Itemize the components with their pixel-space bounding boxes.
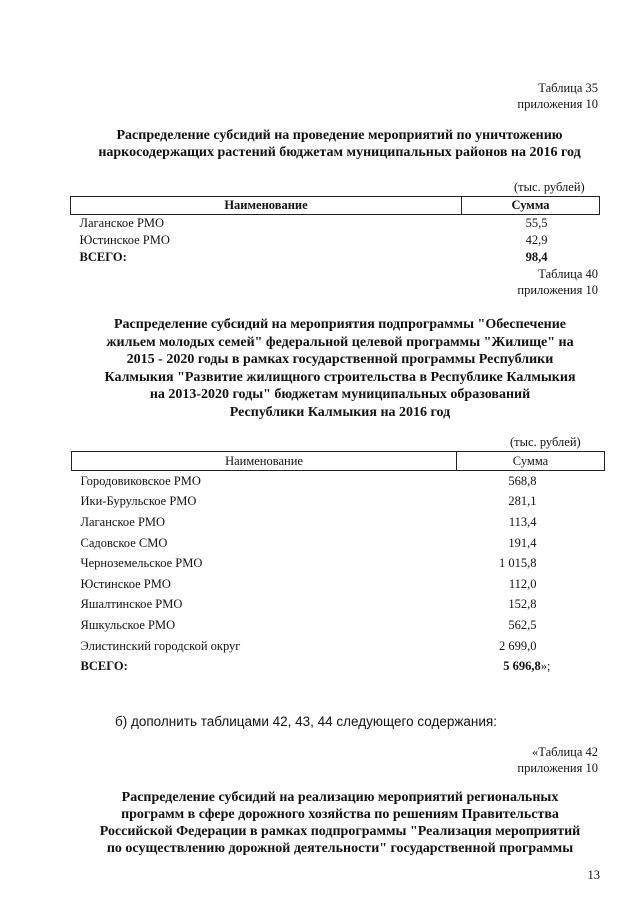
table42-ref-line1: «Таблица 42 — [532, 745, 598, 759]
row-sum: 55,5 — [525, 216, 548, 230]
table-row — [72, 615, 605, 636]
total-row — [72, 656, 605, 677]
total-label: ВСЕГО: — [80, 659, 128, 674]
title-line: Российской Федерации в рамках подпрограммы "Реализация мероприятий — [99, 824, 581, 839]
table-row — [72, 512, 605, 533]
page-number: 13 — [587, 868, 600, 882]
row-name: Садовское СМО — [80, 535, 168, 550]
row-sum: 1 015,8 — [499, 556, 537, 571]
table-row — [72, 595, 605, 616]
total-value: 98,4 — [525, 250, 548, 264]
table-row — [72, 471, 605, 492]
row-name: Лаганское РМО — [79, 216, 165, 230]
column-header-sum: Сумма — [462, 197, 600, 215]
amendment-paragraph: б) дополнить таблицами 42, 43, 44 следующего содержания: — [115, 714, 497, 729]
total-row — [71, 249, 600, 266]
table35-ref-line1: Таблица 35 — [538, 81, 598, 95]
row-sum: 112,0 — [508, 576, 537, 591]
table35-unit: (тыс. рублей) — [514, 180, 585, 194]
title-line: программ в сфере дорожного хозяйства по решениям Правительства — [121, 807, 559, 822]
row-sum: 191,4 — [508, 535, 537, 550]
table-row — [72, 636, 605, 657]
row-name: Городовиковское РМО — [80, 473, 201, 488]
table40-title — [60, 316, 620, 421]
table40-ref-line1: Таблица 40 — [538, 267, 598, 281]
table-row — [72, 574, 605, 595]
title-line: на 2013-2020 годы" бюджетам муниципальных образований — [149, 387, 531, 402]
title-line: Калмыкия "Развитие жилищного строительства в Республике Калмыкия — [104, 369, 576, 385]
table35-title — [72, 127, 607, 161]
table35-reference — [517, 80, 598, 112]
table35-ref-line2: приложения 10 — [517, 97, 598, 111]
table-row — [71, 232, 600, 249]
title-line: по осуществлению дорожной деятельности" государственной программы — [106, 841, 574, 856]
total-suffix: »; — [540, 659, 551, 674]
table40-ref-line2: приложения 10 — [517, 283, 598, 297]
row-sum: 568,8 — [508, 473, 537, 488]
row-name: Ики-Бурульское РМО — [80, 494, 197, 509]
column-header-name: Наименование — [72, 452, 457, 471]
title-line: Распределение субсидий на мероприятия подпрограммы "Обеспечение — [113, 317, 567, 332]
row-sum: 2 699,0 — [499, 638, 537, 653]
row-sum: 113,4 — [508, 514, 537, 529]
row-name: Элистинский городской округ — [80, 638, 241, 653]
total-value: 5 696,8 — [503, 659, 541, 674]
title-line: Республики Калмыкия на 2016 год — [229, 404, 451, 420]
table40 — [71, 451, 605, 677]
row-name: Яшалтинское РМО — [80, 597, 183, 612]
total-label: ВСЕГО: — [79, 250, 127, 264]
row-name: Черноземельское РМО — [80, 556, 203, 571]
column-header-sum: Сумма — [457, 452, 605, 471]
column-header-name: Наименование — [71, 197, 462, 215]
title-line: наркосодержащих растений бюджетам муниципальных районов на 2016 год — [98, 145, 581, 160]
title-line: Распределение субсидий на реализацию мероприятий региональных — [121, 790, 559, 805]
row-sum: 562,5 — [508, 617, 537, 632]
table-row — [71, 215, 600, 233]
row-sum: 281,1 — [508, 494, 537, 509]
row-sum: 42,9 — [525, 233, 548, 247]
row-name: Яшкульское РМО — [80, 617, 176, 632]
row-name: Юстинское РМО — [79, 233, 170, 247]
title-line: Распределение субсидий на проведение мероприятий по уничтожению — [116, 128, 563, 143]
table40-unit: (тыс. рублей) — [510, 435, 581, 449]
table42-reference — [517, 744, 598, 776]
table42-title — [60, 789, 620, 857]
row-name: Юстинское РМО — [80, 576, 171, 591]
table-row — [72, 492, 605, 513]
title-line: 2015 - 2020 годы в рамках государственной программы Республики — [126, 352, 554, 367]
row-sum: 152,8 — [508, 597, 537, 612]
row-name: Лаганское РМО — [80, 514, 166, 529]
table-row — [72, 553, 605, 574]
table40-reference — [517, 266, 598, 298]
total-cell — [457, 656, 605, 677]
table35 — [70, 196, 600, 266]
title-line: жильем молодых семей" федеральной целевой программы "Жилище" на — [106, 334, 574, 350]
table42-ref-line2: приложения 10 — [517, 761, 598, 775]
table-row — [72, 533, 605, 554]
